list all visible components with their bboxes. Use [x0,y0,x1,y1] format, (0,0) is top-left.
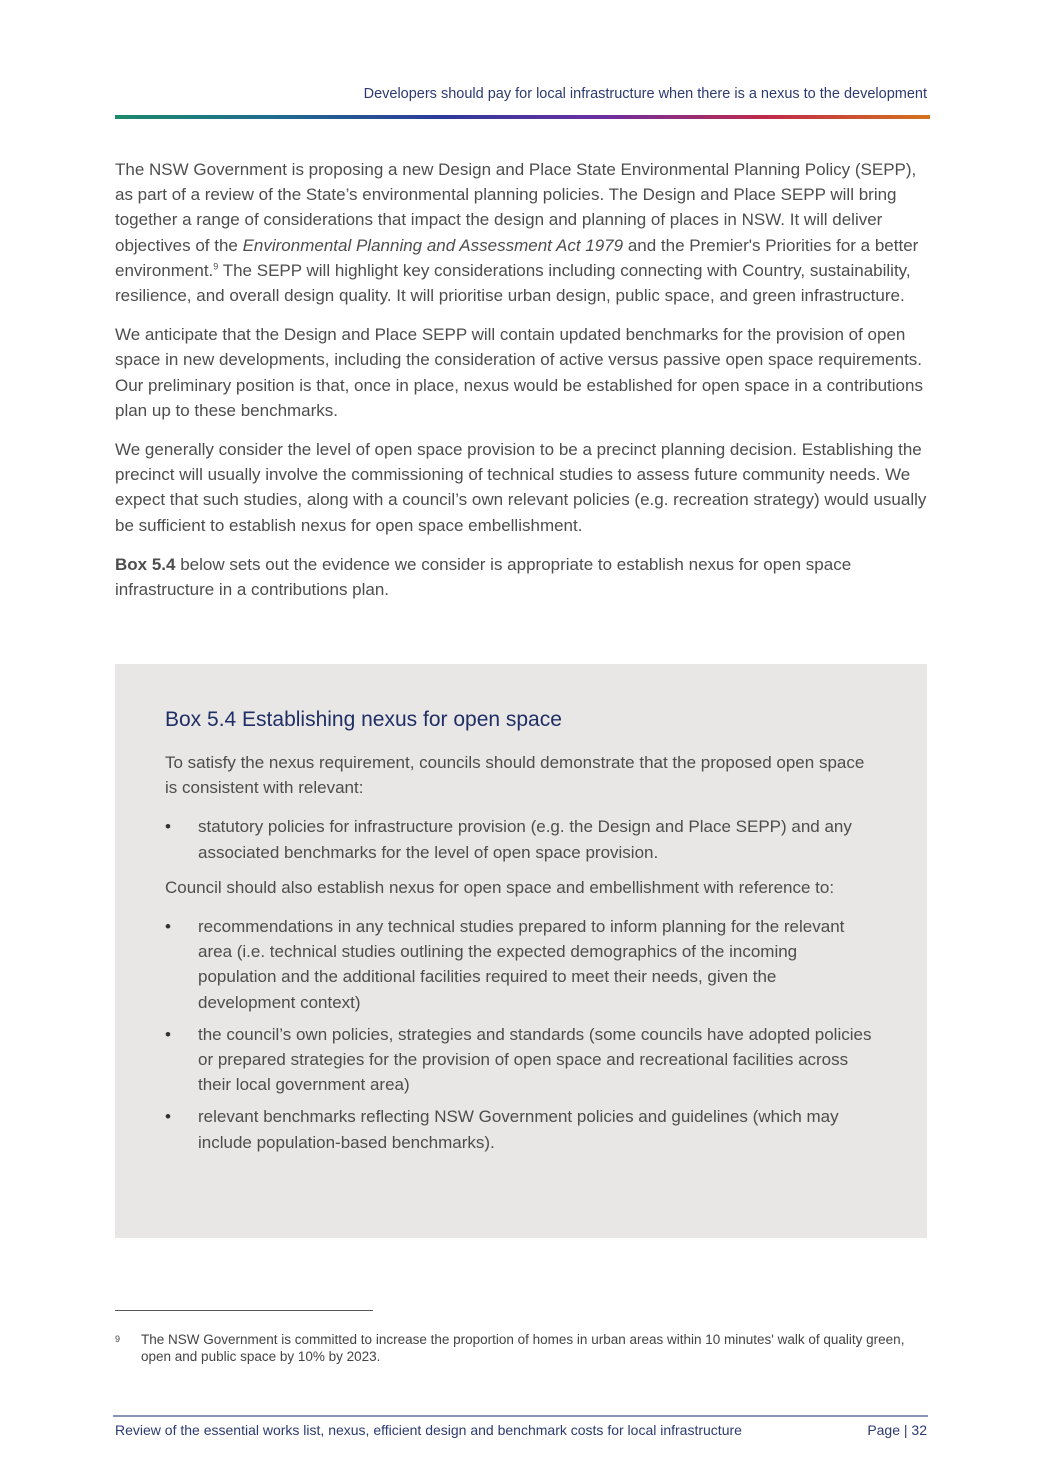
footnote [115,1331,930,1365]
box-reference: Box 5.4 [115,554,176,574]
page-number: Page | 32 [867,1422,927,1438]
header-gradient-rule [115,115,930,119]
bullet-icon: • [165,817,171,837]
paragraph-benchmarks: We anticipate that the Design and Place SEPP will contain updated benchmarks for the provision of open space in new developments, including the consideration of active versus passive open space requirements. Our preliminary position is that, once in place, nexus would be established for open space in a contributions plan up to these benchmarks. [115,325,923,420]
list-item: • relevant benchmarks reflecting NSW Government policies and guidelines (which may include population-based benchmarks). [165,1104,877,1154]
running-header: Developers should pay for local infrastructure when there is a nexus to the development [363,86,927,102]
footnote-separator [115,1310,373,1311]
footnote-reference[interactable]: 9 [213,261,219,272]
paragraph-design-place-sepp: The NSW Government is proposing a new Design and Place State Environmental Planning Policy (SEPP), as part of a review of the State’s environmental planning policies. The Design and Place SEPP will bring together a range of considerations that impact the design and planning of places in NSW. It will deliver objectives of the Environmental Planning and Assessment Act 1979 and the Premier's Priorities for a better environment.$^9$ The SEPP will highlight key considerations including connecting with Country, sustainability, resilience, and overall design quality. It will prioritise urban design, public space, and green infrastructure. [115,160,919,306]
box-list-statutory [165,814,877,864]
footnote-number: 9 [115,1334,121,1344]
footnote-text: The NSW Government is committed to increase the proportion of homes in urban areas within 10 minutes' walk of quality green, open and public space by 10% by 2023. [141,1332,905,1364]
paragraph-box-intro: Box 5.4 below sets out the evidence we consider is appropriate to establish nexus for open space infrastructure in a contributions plan. [115,554,852,600]
box-list-reference [165,914,877,1155]
bullet-icon: • [165,1024,171,1044]
bullet-icon: • [165,1107,171,1127]
box-5-4 [115,664,927,1238]
paragraph-precinct-planning: We generally consider the level of open space provision to be a precinct planning decision. Establishing the precinct will usually involve the commissioning of technical studies to assess future community needs. We expect that such studies, along with a council’s own relevant policies (e.g. recreation strategy) would usually be sufficient to establish nexus for open space embellishment. [115,440,927,535]
footer-rule [113,1415,928,1417]
list-item: • the council’s own policies, strategies and standards (some councils have adopted policies or prepared strategies for the provision of open space and recreational facilities across their local government area) [165,1022,877,1098]
footer-report-title: Review of the essential works list, nexus, efficient design and benchmark costs for local infrastructure [115,1422,742,1438]
main-body [115,157,930,616]
box-intro: To satisfy the nexus requirement, councils should demonstrate that the proposed open space is consistent with relevant: [165,753,865,798]
list-item: • statutory policies for infrastructure provision (e.g. the Design and Place SEPP) and any associated benchmarks for the level of open space provision. [165,814,877,864]
list-item: • recommendations in any technical studies prepared to inform planning for the relevant area (i.e. technical studies outlining the expected demographics of the incoming population and the additional facilities required to meet their needs, given the development context) [165,914,877,1015]
act-title: Environmental Planning and Assessment Act 1979 [242,235,624,255]
box-title: Box 5.4 Establishing nexus for open space [165,708,562,731]
bullet-icon: • [165,917,171,937]
box-middle: Council should also establish nexus for open space and embellishment with reference to: [165,877,835,897]
